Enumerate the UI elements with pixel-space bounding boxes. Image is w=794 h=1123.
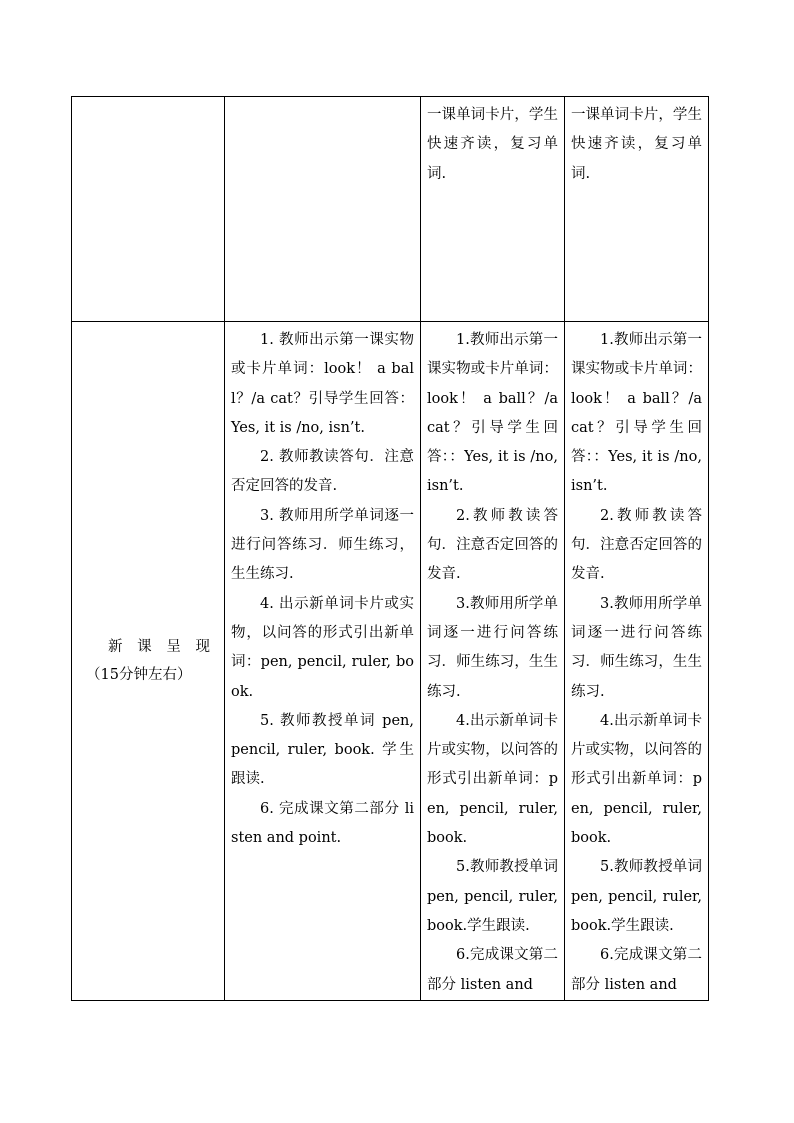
step-3: 3.教师用所学单词逐一进行问答练习．师生练习，生生练习. <box>427 595 558 700</box>
stage-cell <box>72 97 225 322</box>
cell-text: 一课单词卡片，学生快速齐读，复习单词. <box>571 107 702 182</box>
step-6: 6.完成课文第二部分 listen and <box>571 947 702 993</box>
step-1: 1. 教师出示第一课实物或卡片单词：look！ a ball？/a cat？引导学生回答：Yes, it is /no, isn’t. <box>231 332 414 436</box>
lesson-plan-table <box>71 96 709 1001</box>
step-5: 5.教师教授单词 pen, pencil, ruler, book.学生跟读. <box>571 859 702 934</box>
step-6: 6.完成课文第二部分 listen and <box>427 947 558 993</box>
teacher-activity-cell <box>421 322 565 1001</box>
step-2: 2. 教师教读答句．注意否定回答的发音. <box>231 449 414 495</box>
step-6: 6. 完成课文第二部分 listen and point. <box>231 800 414 847</box>
step-5: 5. 教师教授单词 pen, pencil, ruler, book. 学生跟读. <box>231 712 414 788</box>
student-activity-cell <box>565 97 709 322</box>
step-4: 4.出示新单词卡片或实物，以问答的形式引出新单词：pen, pencil, ruler, book. <box>571 712 702 847</box>
cell-text: 一课单词卡片，学生快速齐读，复习单词. <box>427 107 558 182</box>
step-2: 2.教师教读答句．注意否定回答的发音. <box>571 507 702 583</box>
step-5: 5.教师教授单词 pen, pencil, ruler, book.学生跟读. <box>427 859 558 934</box>
step-3: 3.教师用所学单词逐一进行问答练习．师生练习，生生练习. <box>571 595 702 700</box>
teacher-activity-cell <box>421 97 565 322</box>
step-1: 1.教师出示第一课实物或卡片单词：look！ a ball？/a cat？引导学生回答：：Yes, it is /no, isn’t. <box>427 332 558 495</box>
step-1: 1.教师出示第一课实物或卡片单词：look！ a ball？/a cat？引导学生回答：：Yes, it is /no, isn’t. <box>571 332 702 495</box>
process-cell <box>225 97 421 322</box>
step-4: 4. 出示新单词卡片或实物，以问答的形式引出新单词：pen, pencil, ruler, book. <box>231 595 414 700</box>
table-row <box>72 322 709 1001</box>
step-3: 3. 教师用所学单词逐一进行问答练习．师生练习，生生练习. <box>231 507 414 583</box>
stage-label-cell <box>72 322 225 1001</box>
process-cell <box>225 322 421 1001</box>
step-4: 4.出示新单词卡片或实物，以问答的形式引出新单词：pen, pencil, ruler, book. <box>427 712 558 847</box>
table-row <box>72 97 709 322</box>
stage-name: 新课呈现 <box>108 638 210 655</box>
step-2: 2.教师教读答句．注意否定回答的发音. <box>427 507 558 583</box>
student-activity-cell <box>565 322 709 1001</box>
stage-duration: （15分钟左右） <box>86 666 192 683</box>
